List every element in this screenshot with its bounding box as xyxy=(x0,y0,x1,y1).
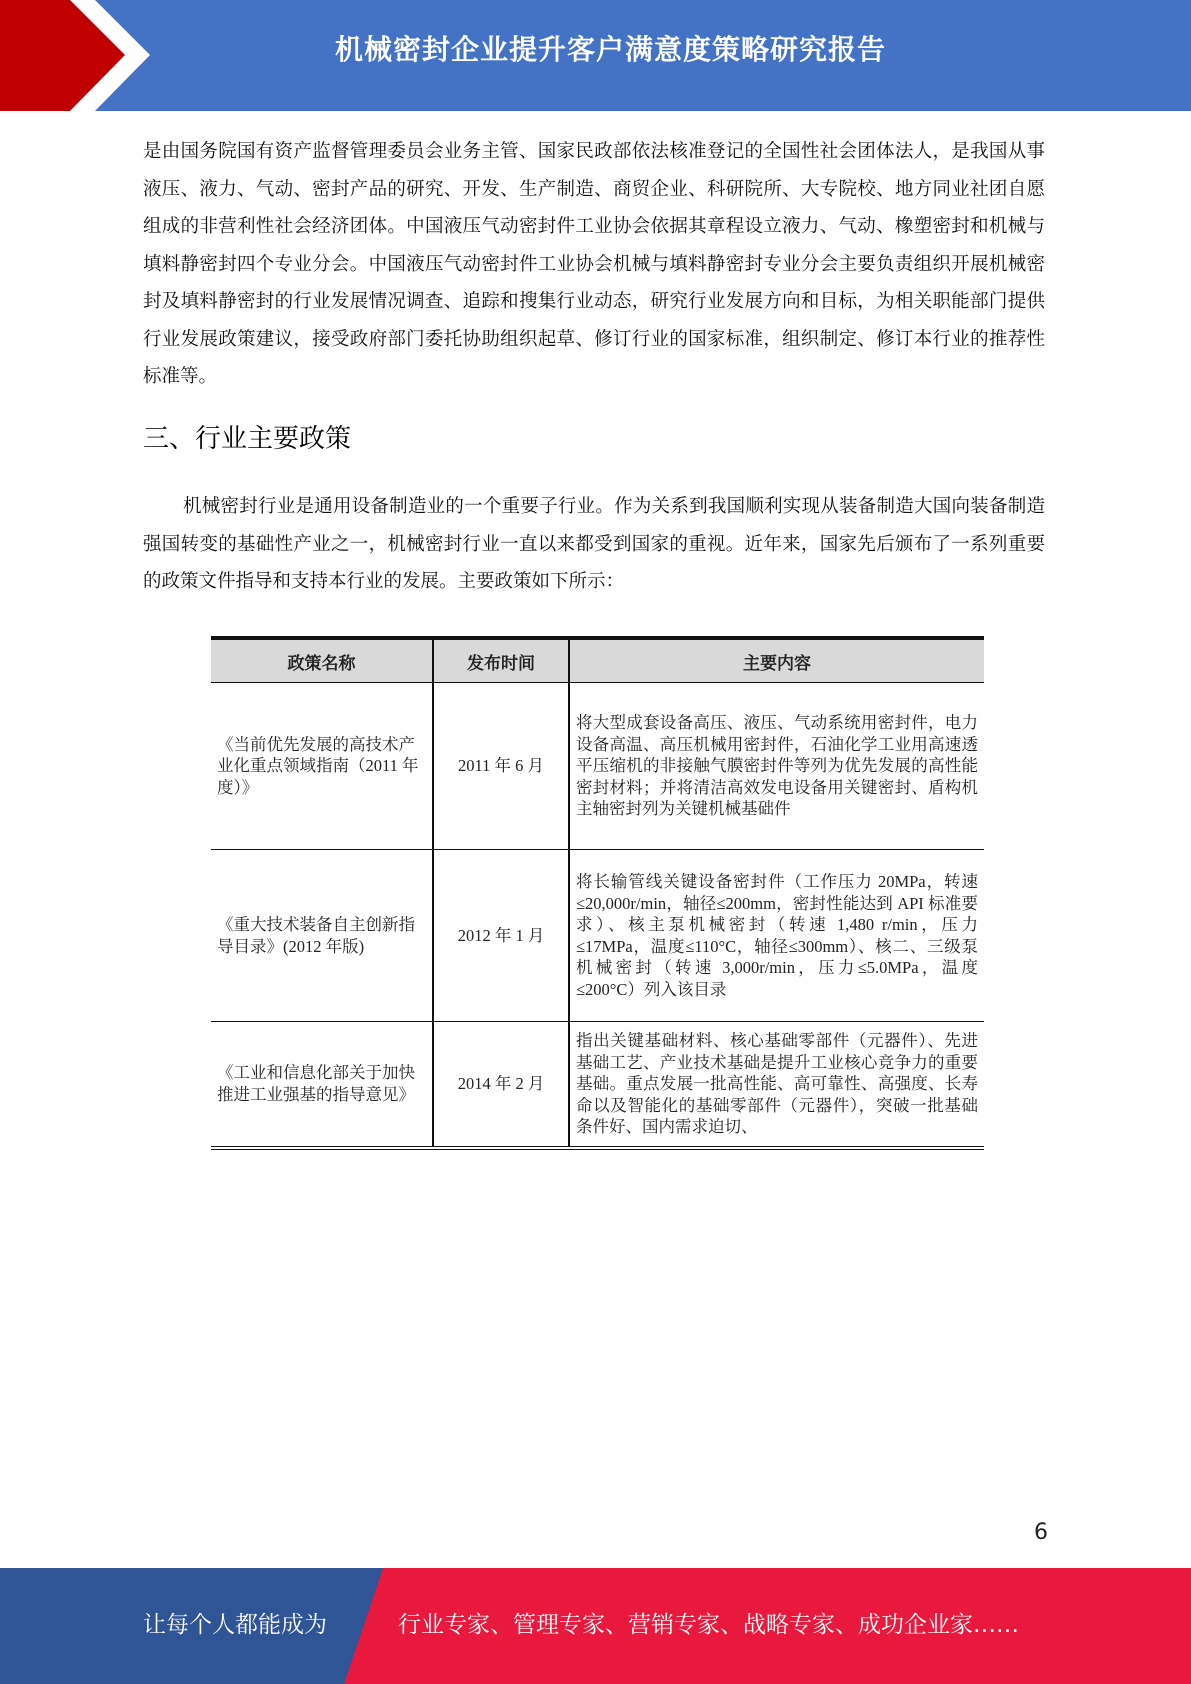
footer-slogan-left: 让每个人都能成为 xyxy=(143,1612,327,1638)
table-row xyxy=(211,683,984,850)
policy-date-cell: 2011 年 6 月 xyxy=(433,683,569,850)
page-number: 6 xyxy=(1034,1520,1048,1545)
table-row xyxy=(211,850,984,1022)
policy-name-cell: 《重大技术装备自主创新指导目录》(2012 年版) xyxy=(211,850,433,1022)
policy-content-cell: 将长输管线关键设备密封件（工作压力 20MPa，转速≤20,000r/min，轴径≤200mm，密封性能达到 API 标准要求）、核主泵机械密封（转速 1,480 r/min，压力≤17MPa，温度≤110°C，轴径≤300mm）、核二、三级泵机械密封（转速 3,000r/min，压力≤5.0MPa，温度≤200°C）列入该目录 xyxy=(569,850,984,1022)
table-header-row xyxy=(211,638,984,683)
policy-content-cell: 将大型成套设备高压、液压、气动系统用密封件，电力设备高温、高压机械用密封件，石油化学工业用高速透平压缩机的非接触气膜密封件等列为优先发展的高性能密封材料；并将清洁高效发电设备用关键密封、盾构机主轴密封列为关键机械基础件 xyxy=(569,683,984,850)
body-paragraph-2: 机械密封行业是通用设备制造业的一个重要子行业。作为关系到我国顺利实现从装备制造大国向装备制造强国转变的基础性产业之一，机械密封行业一直以来都受到国家的重视。近年来，国家先后颁布了一系列重要的政策文件指导和支持本行业的发展。主要政策如下所示： xyxy=(143,496,1045,592)
table-row xyxy=(211,1022,984,1148)
section-heading: 三、行业主要政策 xyxy=(143,424,352,454)
policy-date-cell: 2014 年 2 月 xyxy=(433,1022,569,1148)
footer-slogan-right: 行业专家、管理专家、营销专家、战略专家、成功企业家…… xyxy=(398,1612,1019,1638)
policy-name-cell: 《当前优先发展的高技术产业化重点领域指南（2011 年度）》 xyxy=(211,683,433,850)
column-header: 政策名称 xyxy=(211,638,433,683)
page-header xyxy=(0,0,1191,111)
policy-table-figure xyxy=(211,636,984,1150)
page-footer xyxy=(0,1568,1191,1684)
policy-name-cell: 《工业和信息化部关于加快推进工业强基的指导意见》 xyxy=(211,1022,433,1148)
document-title: 机械密封企业提升客户满意度策略研究报告 xyxy=(334,33,886,66)
policy-content-cell: 指出关键基础材料、核心基础零部件（元器件）、先进基础工艺、产业技术基础是提升工业核心竞争力的重要基础。重点发展一批高性能、高可靠性、高强度、长寿命以及智能化的基础零部件（元器件），突破一批基础条件好、国内需求迫切、 xyxy=(569,1022,984,1148)
column-header: 主要内容 xyxy=(569,638,984,683)
policy-date-cell: 2012 年 1 月 xyxy=(433,850,569,1022)
column-header: 发布时间 xyxy=(433,638,569,683)
body-paragraph-1: 是由国务院国有资产监督管理委员会业务主管、国家民政部依法核准登记的全国性社会团体法人，是我国从事液压、液力、气动、密封产品的研究、开发、生产制造、商贸企业、科研院所、大专院校、地方同业社团自愿组成的非营利性社会经济团体。中国液压气动密封件工业协会依据其章程设立液力、气动、橡塑密封和机械与填料静密封四个专业分会。中国液压气动密封件工业协会机械与填料静密封专业分会主要负责组织开展机械密封及填料静密封的行业发展情况调查、追踪和搜集行业动态，研究行业发展方向和目标，为相关职能部门提供行业发展政策建议，接受政府部门委托协助组织起草、修订行业的国家标准，组织制定、修订本行业的推荐性标准等。 xyxy=(143,141,1045,387)
policy-table xyxy=(211,636,984,1150)
